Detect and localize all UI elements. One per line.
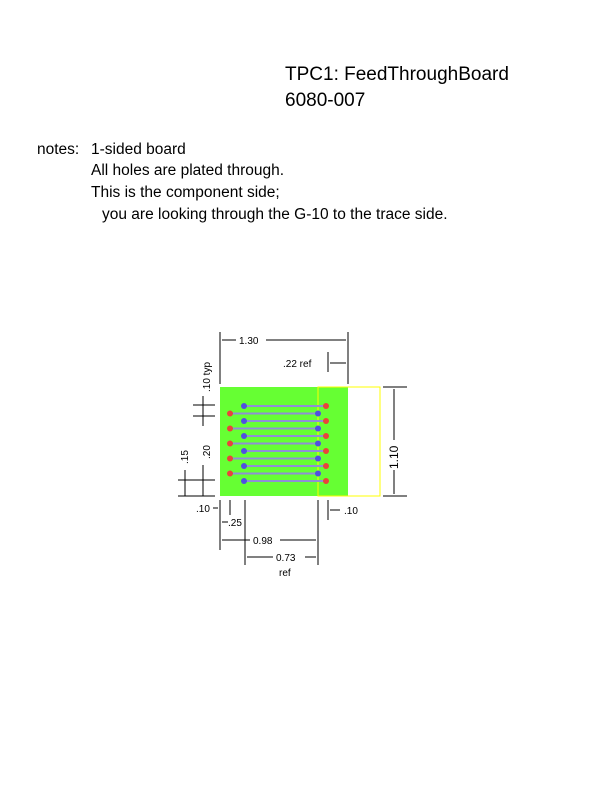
blue-pad — [315, 426, 321, 432]
dim-pitch-15: .15 — [180, 450, 191, 464]
dim-span-098: 0.98 — [253, 536, 273, 547]
blue-pad — [315, 456, 321, 462]
note-line-1: 1-sided board — [91, 141, 186, 158]
red-pad — [227, 411, 233, 417]
red-pad — [323, 448, 329, 454]
dim-offset-25: .25 — [228, 518, 242, 529]
dim-span-073: 0.73 — [276, 553, 296, 564]
red-pad — [323, 403, 329, 409]
board-outline — [220, 387, 348, 496]
dim-height-110: 1.10 — [387, 445, 401, 469]
note-line-4: you are looking through the G-10 to the trace side. — [102, 206, 448, 223]
dim-ref-22: .22 ref — [283, 359, 312, 370]
blue-pad — [241, 418, 247, 424]
red-pad — [227, 471, 233, 477]
red-pad — [323, 418, 329, 424]
blue-pad — [315, 471, 321, 477]
dim-typ-10: .10 typ — [202, 361, 213, 392]
dim-width-total: 1.30 — [239, 336, 259, 347]
blue-pad — [241, 403, 247, 409]
blue-pad — [315, 441, 321, 447]
dim-edge-left-10: .10 — [196, 504, 210, 515]
red-pad — [227, 456, 233, 462]
blue-pad — [241, 478, 247, 484]
blue-pad — [241, 463, 247, 469]
dim-pitch-20: .20 — [202, 445, 213, 459]
red-pad — [227, 426, 233, 432]
dim-ref-label: ref — [279, 568, 291, 579]
red-pad — [323, 478, 329, 484]
red-pad — [323, 433, 329, 439]
board-title: TPC1: FeedThroughBoard — [285, 64, 509, 85]
blue-pad — [241, 433, 247, 439]
part-number: 6080-007 — [285, 90, 366, 111]
note-line-2: All holes are plated through. — [91, 162, 285, 179]
red-pad — [227, 441, 233, 447]
note-line-3: This is the component side; — [91, 184, 280, 201]
red-pad — [323, 463, 329, 469]
blue-pad — [241, 448, 247, 454]
blue-pad — [315, 411, 321, 417]
dim-edge-right-10: .10 — [344, 506, 358, 517]
notes-label: notes: — [37, 141, 80, 158]
